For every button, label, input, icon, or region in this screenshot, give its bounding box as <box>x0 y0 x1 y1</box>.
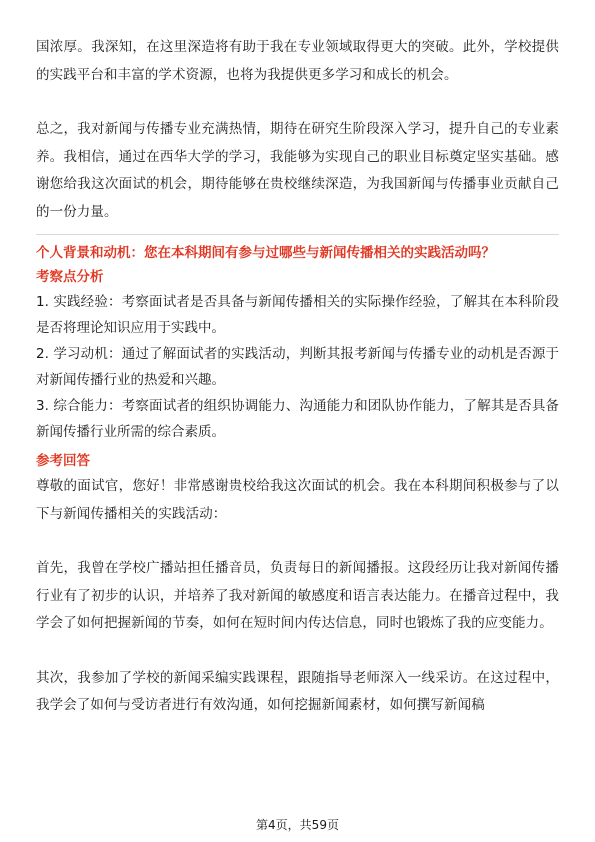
intro-paragraph-2: 总之，我对新闻与传播专业充满热情，期待在研究生阶段深入学习，提升自己的专业素养。我相信，通过在西华大学的学习，我能够为实现自己的职业目标奠定坚实基础。感谢您给我这次面试的机会，期待能够在贵校继续深造，为我国新闻与传播事业贡献自己的一份力量。 <box>36 121 559 220</box>
answer-paragraph-3: 其次，我参加了学校的新闻采编实践课程，跟随指导老师深入一线采访。在这过程中，我学会了如何与受访者进行有效沟通，如何挖掘新闻素材，如何撰写新闻稿 <box>36 669 559 713</box>
answer-paragraph-2: 首先，我曾在学校广播站担任播音员，负责每日的新闻播报。这段经历让我对新闻传播行业有了初步的认识，并培养了我对新闻的敏感度和语言表达能力。在播音过程中，我学会了如何把握新闻的节奏，如何在短时间内传达信息，同时也锻炼了我的应变能力。 <box>36 560 559 631</box>
interview-question: 个人背景和动机：您在本科期间有参与过哪些与新闻传播相关的实践活动吗？ <box>36 245 495 261</box>
analysis-item-3: 3. 综合能力：考察面试者的组织协调能力、沟通能力和团队协作能力，了解其是否具备新闻传播行业所需的综合素质。 <box>36 398 559 440</box>
answer-paragraph-1: 尊敬的面试官，您好！非常感谢贵校给我这次面试的机会。我在本科期间积极参与了以下与新闻传播相关的实践活动： <box>36 478 559 522</box>
intro-paragraph-1: 国浓厚。我深知，在这里深造将有助于我在专业领域取得更大的突破。此外，学校提供的实践平台和丰富的学术资源，也将为我提供更多学习和成长的机会。 <box>36 39 559 83</box>
page-number-footer: 第4页，共59页 <box>256 818 339 832</box>
document-page <box>36 34 559 720</box>
answer-heading: 参考回答 <box>36 453 90 469</box>
section-divider <box>36 234 559 235</box>
analysis-item-2: 2. 学习动机：通过了解面试者的实践活动，判断其报考新闻与传播专业的动机是否源于对新闻传播行业的热爱和兴趣。 <box>36 346 559 388</box>
analysis-heading: 考察点分析 <box>36 269 104 285</box>
analysis-item-1: 1. 实践经验：考察面试者是否具备与新闻传播相关的实际操作经验，了解其在本科阶段是否将理论知识应用于实践中。 <box>36 294 559 336</box>
